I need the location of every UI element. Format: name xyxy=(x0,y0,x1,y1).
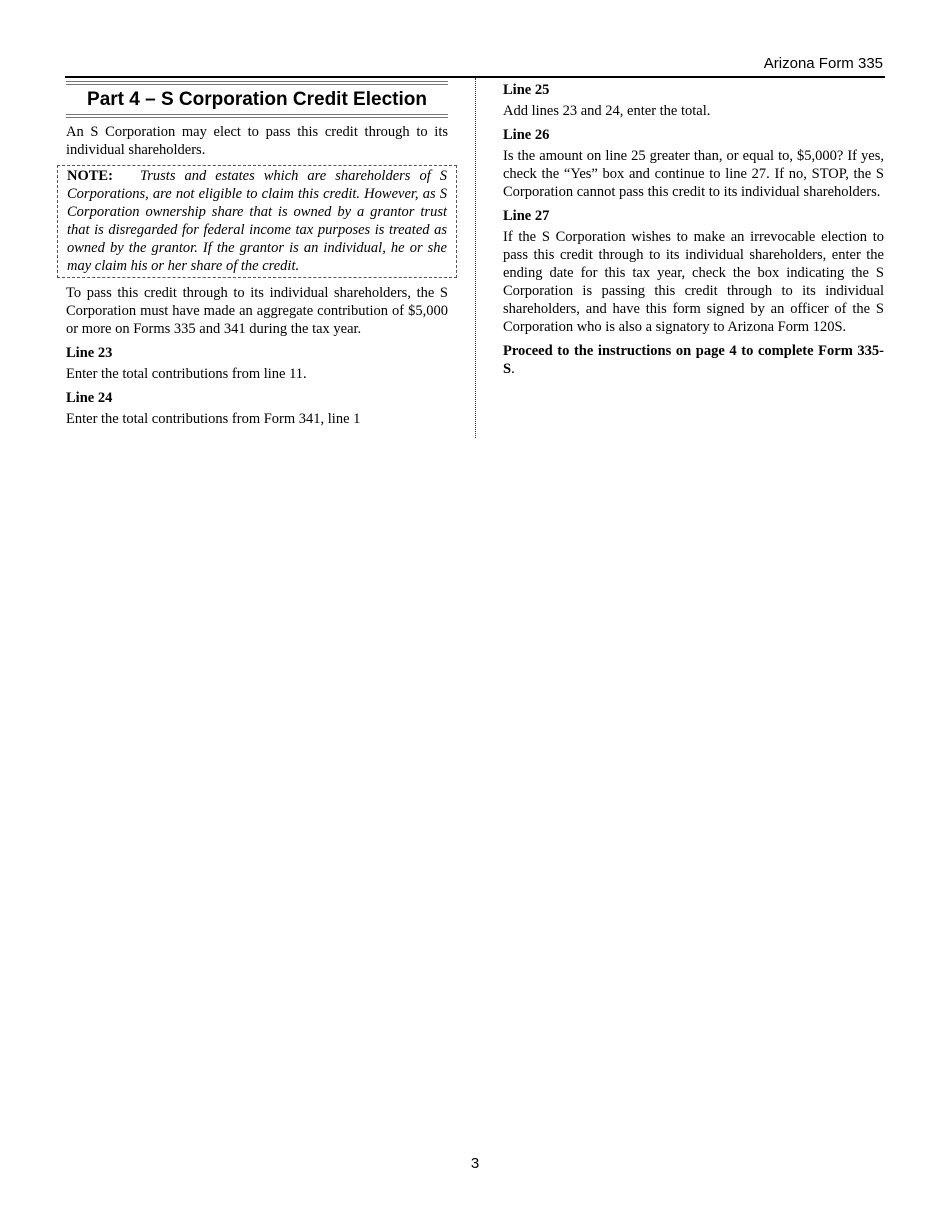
line-25-text: Add lines 23 and 24, enter the total. xyxy=(503,103,711,119)
proceed-instruction-period: . xyxy=(511,361,515,377)
line-25-heading: Line 25 xyxy=(503,82,550,98)
note-label: NOTE: xyxy=(67,168,113,184)
line-27-heading: Line 27 xyxy=(503,208,550,224)
line-26-heading: Line 26 xyxy=(503,127,550,143)
line-26-text: Is the amount on line 25 greater than, or equal to, $5,000? If yes, check the “Yes” box and continue to line 27. If no, STOP, the S Corporation cannot pass this credit to its individual shareholders. xyxy=(503,148,884,200)
proceed-instruction xyxy=(503,342,884,378)
note-text: Trusts and estates which are shareholders of S Corporations, are not eligible to claim this credit. However, as S Corporation ownership share that is owned by a grantor trust that is disregarded for federal income tax purposes is treated as owned by the grantor. If the grantor is an individual, he or she may claim his or her share of the credit. xyxy=(67,168,447,274)
form-title: Arizona Form 335 xyxy=(763,55,883,72)
part-heading: Part 4 – S Corporation Credit Election xyxy=(66,81,448,118)
page-header xyxy=(65,54,885,78)
line-24-heading: Line 24 xyxy=(66,390,113,406)
line-24-text: Enter the total contributions from Form 341, line 1 xyxy=(66,411,361,427)
pass-through-paragraph: To pass this credit through to its individual shareholders, the S Corporation must have made an aggregate contribution of $5,000 or more on Forms 335 and 341 during the tax year. xyxy=(66,285,448,337)
line-27-text: If the S Corporation wishes to make an irrevocable election to pass this credit through to its individual shareholders, enter the ending date for this tax year, check the box indicating the S Corporation is passing this credit through to its individual shareholders, and have this form signed by an officer of the S Corporation who is also a signatory to Arizona Form 120S. xyxy=(503,229,884,335)
column-divider xyxy=(475,78,476,438)
left-column xyxy=(66,81,448,428)
right-column xyxy=(503,81,884,378)
line-23-text: Enter the total contributions from line 11. xyxy=(66,366,307,382)
intro-paragraph: An S Corporation may elect to pass this credit through to its individual shareholders. xyxy=(66,124,448,158)
page-number: 3 xyxy=(470,1155,480,1172)
note-box xyxy=(57,165,457,278)
proceed-instruction-bold: Proceed to the instructions on page 4 to complete Form 335-S xyxy=(503,343,884,377)
line-23-heading: Line 23 xyxy=(66,345,113,361)
